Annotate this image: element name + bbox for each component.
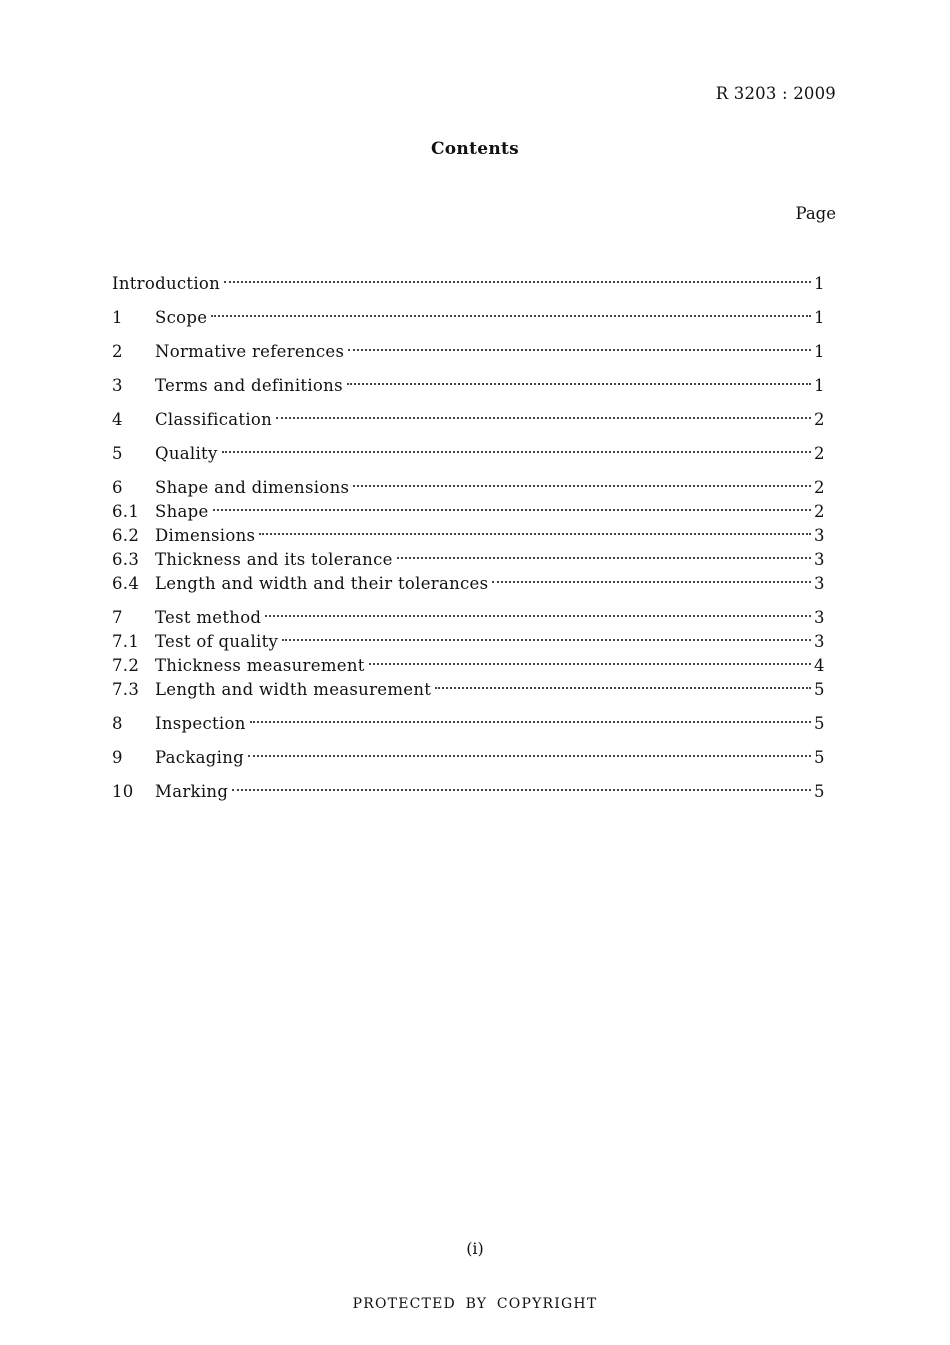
toc-entry-2[interactable]: [112, 333, 825, 361]
toc-entry-3[interactable]: [112, 367, 825, 395]
toc-entry-number: 8: [112, 714, 123, 733]
dot-leader: [282, 623, 811, 647]
dot-leader: [213, 493, 811, 517]
toc-entry-page: 5: [814, 782, 825, 801]
toc-entry-6-2[interactable]: [112, 517, 825, 545]
toc-entry-number: 6.2: [112, 526, 140, 545]
toc-entry-number: 10: [112, 782, 134, 801]
toc-entry-label: Quality: [155, 444, 218, 463]
toc-entry-number: 6.4: [112, 574, 140, 593]
toc-entry-label: Shape: [155, 502, 209, 521]
toc-entry-page: 3: [814, 632, 825, 651]
toc-entry-number: 7.1: [112, 632, 140, 651]
dot-leader: [232, 773, 811, 797]
toc-entry-number: 7: [112, 608, 123, 627]
toc-entry-number: 3: [112, 376, 123, 395]
dot-leader: [276, 401, 811, 425]
toc-entry-label: Introduction: [112, 274, 221, 293]
toc-entry-page: 1: [814, 376, 825, 395]
toc-entry-label: Thickness measurement: [155, 656, 365, 675]
toc-entry-6-1[interactable]: [112, 493, 825, 521]
toc-entry-label: Length and width measurement: [155, 680, 432, 699]
dot-leader: [222, 435, 811, 459]
toc-entry-label: Thickness and its tolerance: [155, 550, 393, 569]
toc-entry-page: 3: [814, 574, 825, 593]
dot-leader: [435, 671, 811, 695]
toc-entry-number: 7.2: [112, 656, 140, 675]
dot-leader: [265, 599, 811, 623]
toc-entry-number: 2: [112, 342, 123, 361]
toc-entry-page: 2: [814, 478, 825, 497]
toc-entry-page: 3: [814, 608, 825, 627]
dot-leader: [397, 541, 811, 565]
toc-entry-label: Dimensions: [155, 526, 256, 545]
dot-leader: [492, 565, 811, 589]
toc-entry-6[interactable]: [112, 469, 825, 497]
standard-number: R 3203 : 2009: [715, 84, 836, 103]
toc-entry-label: Packaging: [155, 748, 245, 767]
contents-title: Contents: [430, 139, 520, 159]
dot-leader: [250, 705, 811, 729]
toc-entry-page: 5: [814, 680, 825, 699]
toc-entry-number: 1: [112, 308, 123, 327]
toc-entry-number: 6: [112, 478, 123, 497]
toc-entry-page: 5: [814, 748, 825, 767]
toc-entry-5[interactable]: [112, 435, 825, 463]
toc-entry-introduction[interactable]: [112, 265, 825, 293]
dot-leader: [259, 517, 811, 541]
page-folio: (i): [466, 1239, 484, 1258]
dot-leader: [369, 647, 811, 671]
toc-entry-number: 4: [112, 410, 123, 429]
toc-entry-page: 1: [814, 308, 825, 327]
toc-entry-page: 3: [814, 526, 825, 545]
toc-entry-label: Test method: [155, 608, 262, 627]
toc-entry-page: 2: [814, 502, 825, 521]
toc-entry-number: 6.3: [112, 550, 140, 569]
dot-leader: [211, 299, 811, 323]
toc-entry-page: 2: [814, 410, 825, 429]
toc-entry-page: 5: [814, 714, 825, 733]
toc-entry-label: Length and width and their tolerances: [155, 574, 489, 593]
toc-entry-label: Classification: [155, 410, 273, 429]
page-column-label: Page: [795, 204, 836, 223]
dot-leader: [347, 367, 811, 391]
dot-leader: [348, 333, 811, 357]
toc-entry-label: Normative references: [155, 342, 345, 361]
toc-entry-8[interactable]: [112, 705, 825, 733]
toc-entry-page: 2: [814, 444, 825, 463]
toc-entry-page: 3: [814, 550, 825, 569]
copyright-notice: PROTECTED BY COPYRIGHT: [352, 1296, 598, 1312]
toc-entry-page: 1: [814, 274, 825, 293]
toc-entry-number: 6.1: [112, 502, 140, 521]
toc-entry-label: Inspection: [155, 714, 246, 733]
toc-entry-label: Shape and dimensions: [155, 478, 350, 497]
toc-entry-page: 1: [814, 342, 825, 361]
dot-leader: [353, 469, 811, 493]
toc-entry-label: Terms and definitions: [155, 376, 343, 395]
toc-entry-number: 5: [112, 444, 123, 463]
toc-entry-number: 7.3: [112, 680, 140, 699]
toc-entry-label: Test of quality: [155, 632, 279, 651]
toc-entry-1[interactable]: [112, 299, 825, 327]
toc-entry-4[interactable]: [112, 401, 825, 429]
toc-entry-10[interactable]: [112, 773, 825, 801]
toc-entry-label: Scope: [155, 308, 208, 327]
table-of-contents: [112, 265, 825, 801]
dot-leader: [248, 739, 811, 763]
toc-entry-label: Marking: [155, 782, 229, 801]
toc-entry-page: 4: [814, 656, 825, 675]
toc-entry-9[interactable]: [112, 739, 825, 767]
toc-entry-number: 9: [112, 748, 123, 767]
toc-entry-7[interactable]: [112, 599, 825, 627]
dot-leader: [224, 265, 811, 289]
